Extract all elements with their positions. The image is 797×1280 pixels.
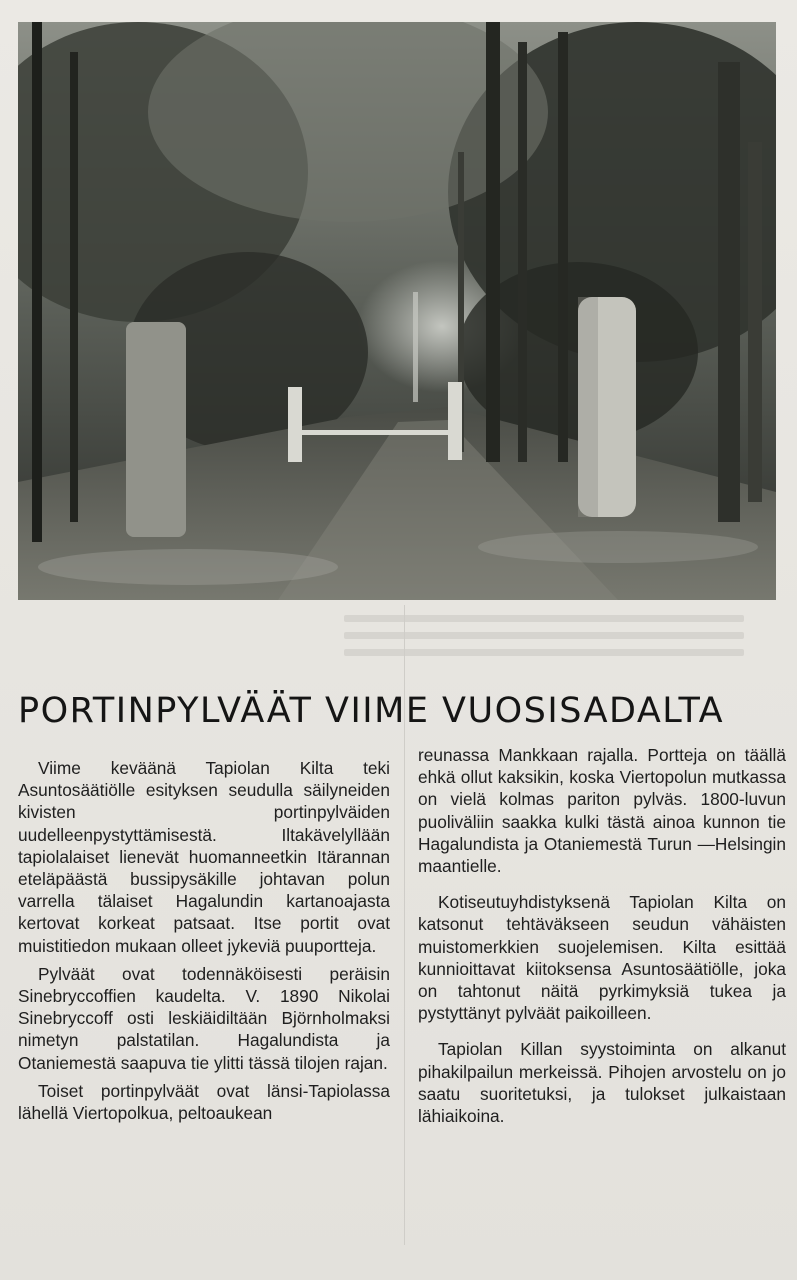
- paragraph: Toiset portinpylväät ovat länsi-Tapiolassa lähellä Viertopolkua, peltoaukean: [18, 1080, 390, 1124]
- paragraph: Kotiseutuyhdistyksenä Tapiolan Kilta on katsonut tehtäväkseen seudun vähäisten muistomerkkien suojelemisen. Kilta esittää kunnioittavat kiitoksensa Asuntosäätiölle, joka on tahtonut näitä pyrkimyksiä tukea ja pystyttänyt pylväät paikoilleen.: [418, 892, 786, 1024]
- paragraph: reunassa Mankkaan rajalla. Portteja on täällä ehkä ollut kaksikin, koska Viertopolun mutkassa on vielä kolmas pariton pylväs. 1800-luvun puoliväliin saakka kulki tästä ainoa kunnon tie Hagalundista ja Otaniemestä Turun —Helsingin maantielle.: [418, 745, 786, 877]
- article-photo: [18, 22, 776, 600]
- article-column-left: [18, 757, 390, 1124]
- paragraph: Pylväät ovat todennäköisesti peräisin Sinebryccoffien kaudelta. V. 1890 Nikolai Sinebryccoff osti leskiäidiltään Björnholmaksi nimetyn palstatilan. Hagalundista ja Otaniemestä saapuva tie ylitti tässä tilojen rajan.: [18, 963, 390, 1073]
- paragraph: Viime keväänä Tapiolan Kilta teki Asuntosäätiölle esityksen seudulla säilyneiden kivisten portinpylväiden uudelleenpystyttämisestä. Iltakävelyllään tapiolalaiset lienevät huomanneetkin Itärannan eteläpäästä bussipysäkille johtavan polun varrella tälaiset Hagalundin kartanoajasta kertovat korkeat patsaat. Itse portit ovat muistitiedon mukaan olleet jykeviä puuportteja.: [18, 758, 390, 956]
- show-through-text: [14, 605, 784, 665]
- article-column-right: [418, 744, 786, 1127]
- article-title: PORTINPYLVÄÄT VIIME VUOSISADALTA: [18, 691, 725, 732]
- paragraph: Tapiolan Killan syystoiminta on alkanut pihakilpailun merkeissä. Pihojen arvostelu on jo saatu suoritetuksi, ja tulokset julkaistaan lähiaikoina.: [418, 1039, 786, 1127]
- forest-path-image: [18, 22, 776, 600]
